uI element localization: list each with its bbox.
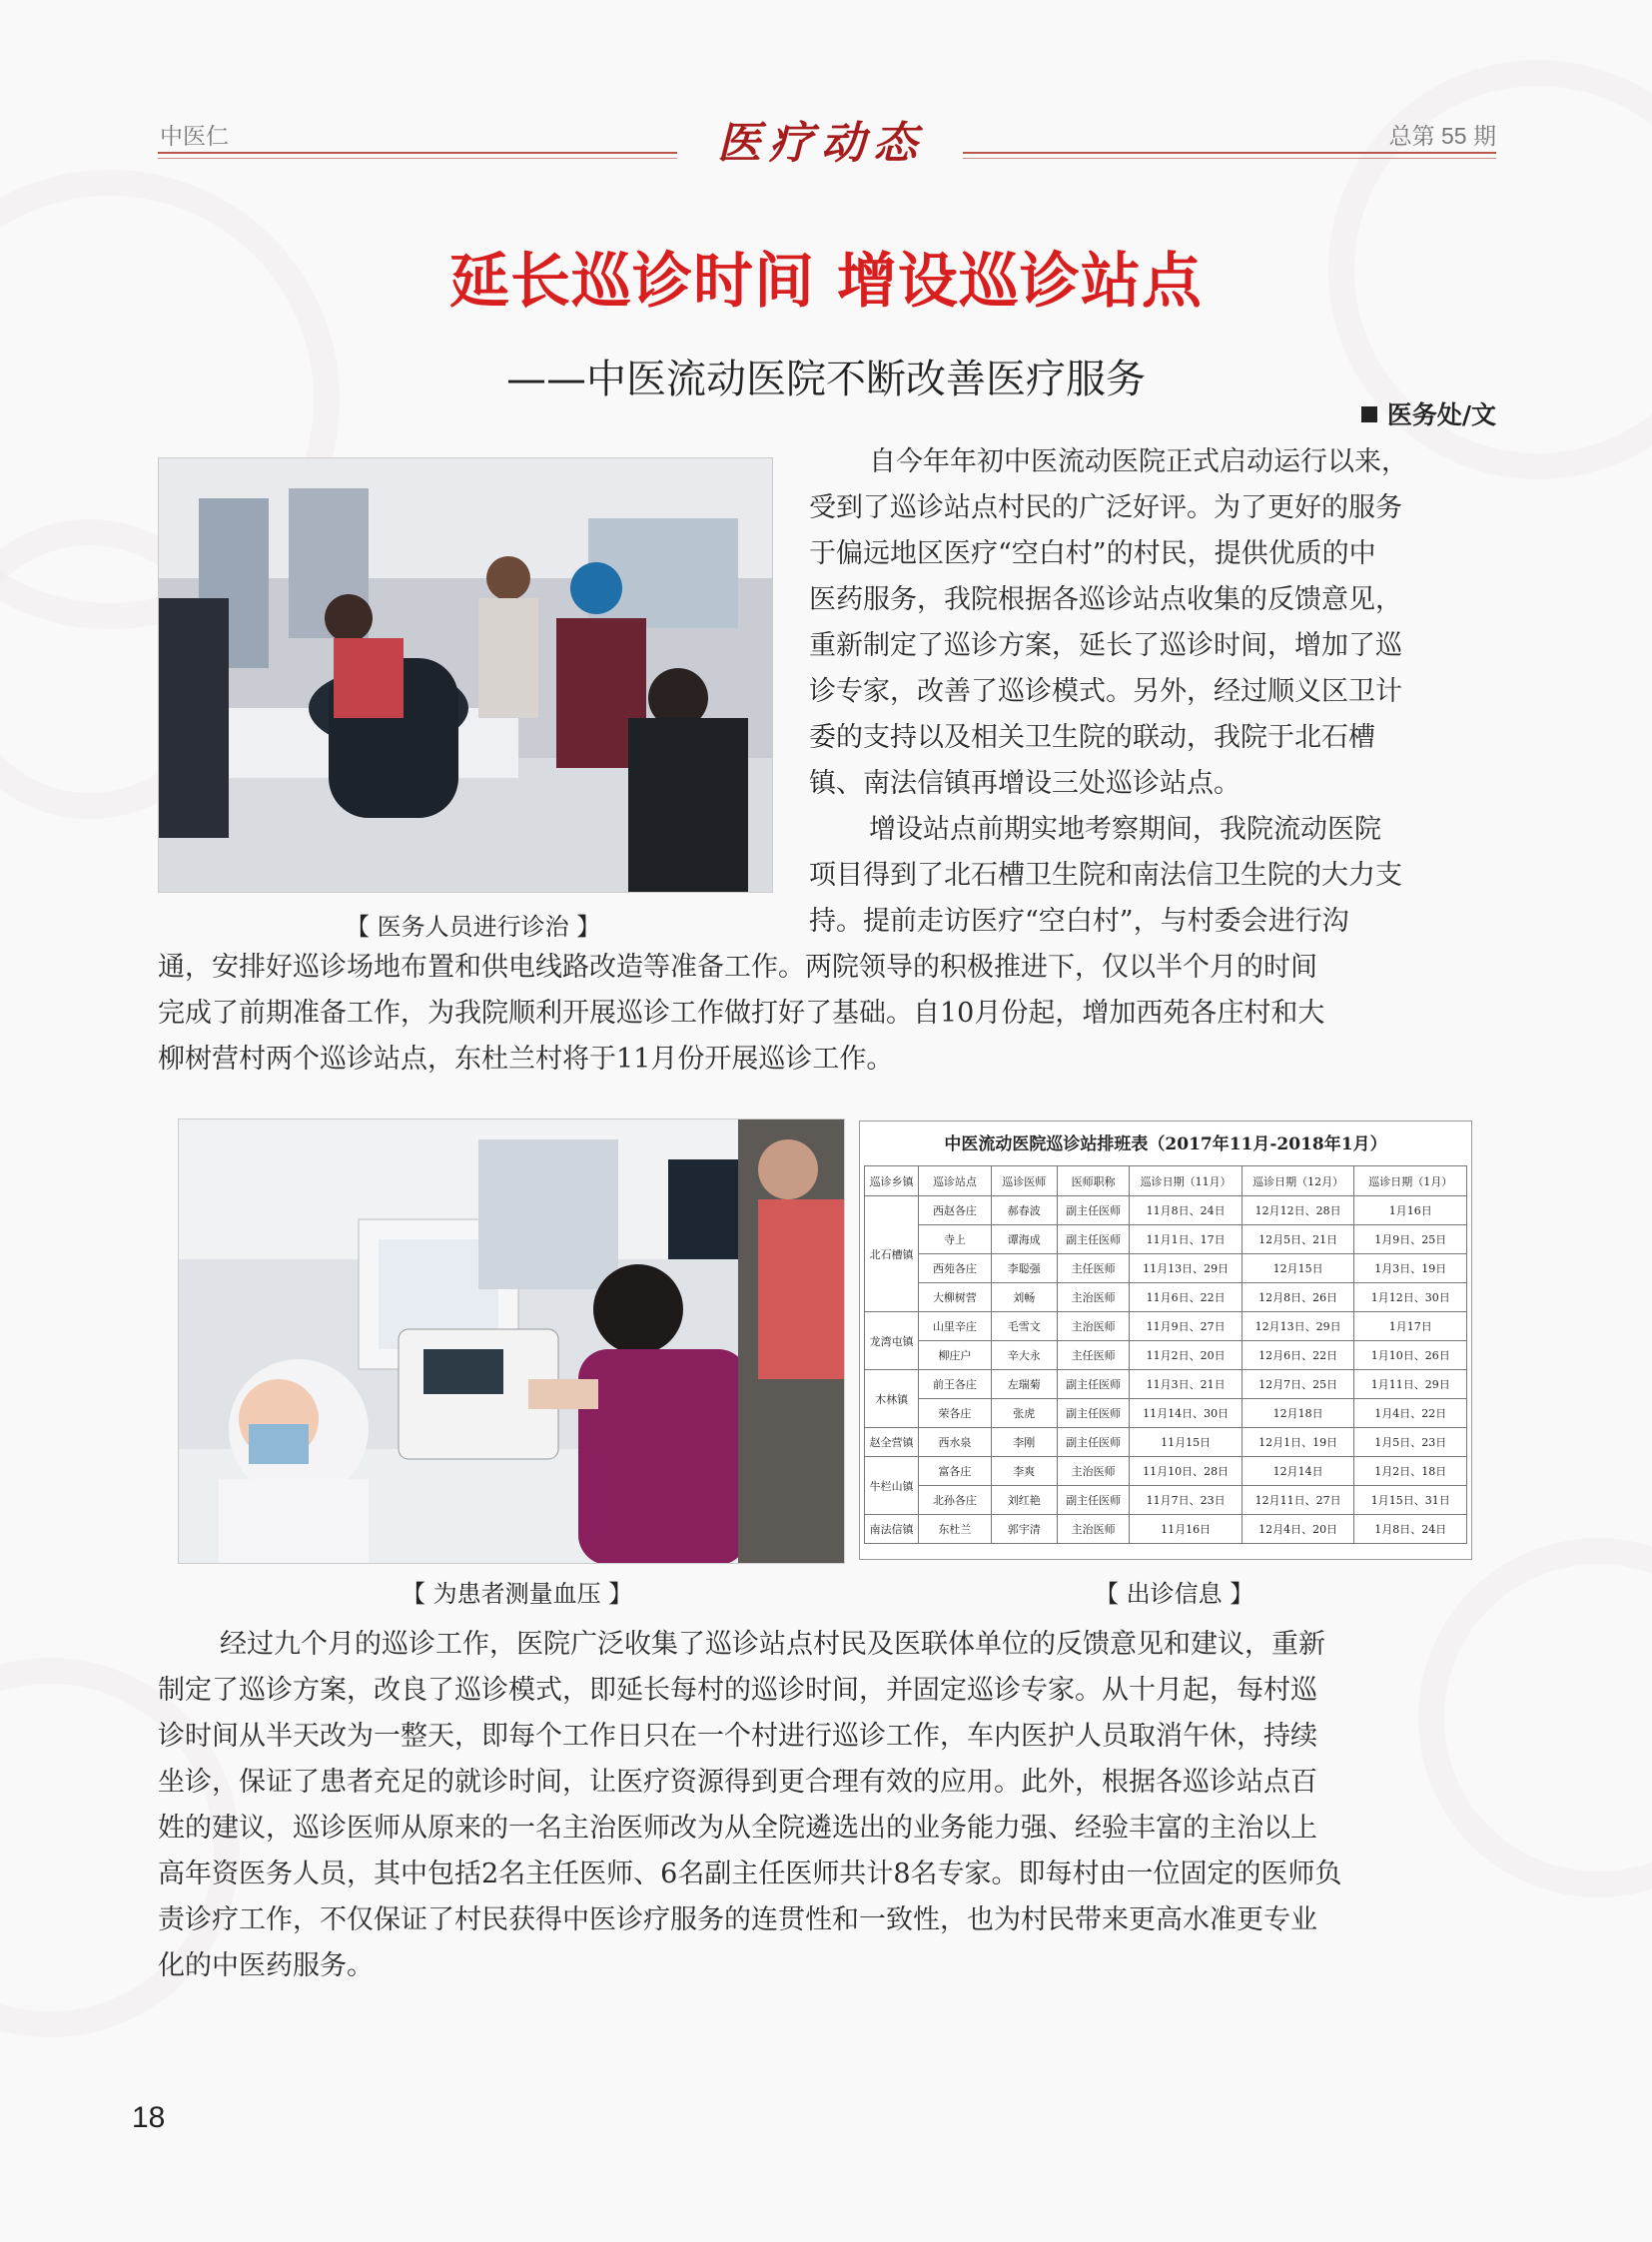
table-cell: 12月6日、22日 [1241, 1341, 1354, 1370]
header-rule-left [158, 152, 677, 154]
paragraph-2-continued [158, 945, 1492, 1083]
table-caption: 【 出诊信息 】 [1095, 1580, 1254, 1608]
table-cell: 11月16日 [1130, 1515, 1242, 1544]
table-cell: 李聪强 [991, 1254, 1057, 1283]
table-cell: 1月5日、23日 [1354, 1428, 1467, 1457]
table-row [865, 1283, 1467, 1312]
table-row [865, 1312, 1467, 1341]
article-subtitle: ——中医流动医院不断改善医疗服务 [506, 357, 1146, 402]
header-rule-right [963, 152, 1496, 154]
table-cell: 柳庄户 [919, 1341, 991, 1370]
table-row [865, 1341, 1467, 1370]
table-cell: 12月11日、27日 [1241, 1486, 1354, 1515]
table-cell: 1月12日、30日 [1354, 1283, 1467, 1312]
section-title: 医疗动态 [717, 118, 925, 169]
table-cell: 副主任医师 [1057, 1399, 1129, 1428]
table-cell: 1月4日、22日 [1354, 1399, 1467, 1428]
table-cell: 富各庄 [919, 1457, 991, 1486]
table-cell: 主治医师 [1057, 1283, 1129, 1312]
table-cell: 主治医师 [1057, 1457, 1129, 1486]
table-row [865, 1196, 1467, 1225]
table-cell: 1月2日、18日 [1354, 1457, 1467, 1486]
text-line: 于偏远地区医疗“空白村”的村民，提供优质的中 [809, 538, 1376, 569]
table-cell: 1月11日、29日 [1354, 1370, 1467, 1399]
header-rule-left-thin [158, 158, 677, 159]
table-cell: 东杜兰 [919, 1515, 991, 1544]
text-line: 自今年年初中医流动医院正式启动运行以来， [869, 446, 1408, 477]
table-cell: 12月18日 [1241, 1399, 1354, 1428]
schedule-header: 巡诊日期（1月） [1354, 1166, 1467, 1196]
table-cell: 1月8日、24日 [1354, 1515, 1467, 1544]
schedule-header: 巡诊日期（11月） [1130, 1166, 1242, 1196]
table-cell: 12月13日、29日 [1241, 1312, 1354, 1341]
text-line: 诊时间从半天改为一整天，即每个工作日只在一个村进行巡诊工作，车内医护人员取消午休，持续 [158, 1721, 1317, 1752]
magazine-name: 中医仁 [160, 123, 229, 149]
town-cell: 北石槽镇 [865, 1196, 919, 1312]
table-cell: 副主任医师 [1057, 1428, 1129, 1457]
town-cell: 龙湾屯镇 [865, 1312, 919, 1370]
table-cell: 12月1日、19日 [1241, 1428, 1354, 1457]
table-cell: 西赵各庄 [919, 1196, 991, 1225]
table-cell: 李刚 [991, 1428, 1057, 1457]
byline [1361, 395, 1496, 431]
table-cell: 北孙各庄 [919, 1486, 991, 1515]
text-line: 受到了巡诊站点村民的广泛好评。为了更好的服务 [809, 492, 1402, 523]
table-cell: 前王各庄 [919, 1370, 991, 1399]
table-cell: 主治医师 [1057, 1515, 1129, 1544]
table-cell: 12月4日、20日 [1241, 1515, 1354, 1544]
table-cell: 郝春波 [991, 1196, 1057, 1225]
table-cell: 11月9日、27日 [1130, 1312, 1242, 1341]
schedule-grid [864, 1165, 1467, 1544]
text-line: 委的支持以及相关卫生院的联动，我院于北石槽 [809, 722, 1375, 753]
table-row [865, 1486, 1467, 1515]
table-cell: 1月10日、26日 [1354, 1341, 1467, 1370]
text-line: 诊专家，改善了巡诊模式。另外，经过顺义区卫计 [809, 676, 1402, 707]
header-rule-right-thin [963, 158, 1496, 159]
town-cell: 牛栏山镇 [865, 1457, 919, 1515]
table-cell: 11月14日、30日 [1130, 1399, 1242, 1428]
table-row [865, 1254, 1467, 1283]
table-cell: 主任医师 [1057, 1254, 1129, 1283]
table-cell: 11月1日、17日 [1130, 1225, 1242, 1254]
table-cell: 副主任医师 [1057, 1225, 1129, 1254]
table-cell: 1月15日、31日 [1354, 1486, 1467, 1515]
table-cell: 副主任医师 [1057, 1196, 1129, 1225]
text-line: 医药服务，我院根据各巡诊站点收集的反馈意见， [809, 584, 1402, 615]
table-row [865, 1515, 1467, 1544]
table-cell: 副主任医师 [1057, 1486, 1129, 1515]
table-cell: 西水泉 [919, 1428, 991, 1457]
table-cell: 11月2日、20日 [1130, 1341, 1242, 1370]
schedule-table [859, 1121, 1472, 1560]
schedule-title: 中医流动医院巡诊站排班表（2017年11月-2018年1月） [944, 1134, 1387, 1154]
text-line: 通，安排好巡诊场地布置和供电线路改造等准备工作。两院领导的积极推进下，仅以半个月的时间 [158, 952, 1317, 983]
text-line: 项目得到了北石槽卫生院和南法信卫生院的大力支 [809, 860, 1402, 891]
table-cell: 1月16日 [1354, 1196, 1467, 1225]
table-cell: 1月3日、19日 [1354, 1254, 1467, 1283]
table-cell: 荣各庄 [919, 1399, 991, 1428]
text-line: 高年资医务人员，其中包括2名主任医师、6名副主任医师共计8名专家。即每村由一位固定的医师负 [158, 1859, 1342, 1889]
text-line: 持。提前走访医疗“空白村”，与村委会进行沟 [809, 906, 1349, 937]
town-cell: 南法信镇 [865, 1515, 919, 1544]
town-cell: 木林镇 [865, 1370, 919, 1428]
photo-medical-staff-diagnosis [158, 457, 773, 893]
schedule-header: 医师职称 [1057, 1166, 1129, 1196]
table-cell: 辛大永 [991, 1341, 1057, 1370]
table-row [865, 1225, 1467, 1254]
table-cell: 寺上 [919, 1225, 991, 1254]
table-cell: 刘畅 [991, 1283, 1057, 1312]
table-row [865, 1428, 1467, 1457]
table-cell: 副主任医师 [1057, 1370, 1129, 1399]
text-line: 重新制定了巡诊方案，延长了巡诊时间，增加了巡 [809, 630, 1402, 661]
schedule-header: 巡诊乡镇 [865, 1166, 919, 1196]
table-cell: 12月5日、21日 [1241, 1225, 1354, 1254]
table-row [865, 1399, 1467, 1428]
table-cell: 11月15日 [1130, 1428, 1242, 1457]
photo2-caption: 【 为患者测量血压 】 [402, 1580, 633, 1608]
byline-text: 医务处/文 [1386, 400, 1496, 429]
table-cell: 谭海成 [991, 1225, 1057, 1254]
table-cell: 11月10日、28日 [1130, 1457, 1242, 1486]
table-cell: 11月6日、22日 [1130, 1283, 1242, 1312]
table-cell: 主任医师 [1057, 1341, 1129, 1370]
text-line: 经过九个月的巡诊工作，医院广泛收集了巡诊站点村民及医联体单位的反馈意见和建议，重新 [220, 1629, 1325, 1660]
table-cell: 11月8日、24日 [1130, 1196, 1242, 1225]
table-cell: 12月12日、28日 [1241, 1196, 1354, 1225]
article-title: 延长巡诊时间 增设巡诊站点 [449, 247, 1203, 317]
text-line: 姓的建议，巡诊医师从原来的一名主治医师改为从全院遴选出的业务能力强、经验丰富的主治以上 [158, 1813, 1317, 1844]
byline-square-icon [1361, 406, 1377, 422]
table-cell: 1月9日、25日 [1354, 1225, 1467, 1254]
text-line: 镇、南法信镇再增设三处巡诊站点。 [809, 768, 1240, 799]
table-cell: 12月15日 [1241, 1254, 1354, 1283]
text-line: 制定了巡诊方案，改良了巡诊模式，即延长每村的巡诊时间，并固定巡诊专家。从十月起，每村巡 [158, 1675, 1317, 1706]
paragraph-3 [158, 1622, 1492, 1989]
table-cell: 12月14日 [1241, 1457, 1354, 1486]
table-cell: 12月8日、26日 [1241, 1283, 1354, 1312]
text-line: 增设站点前期实地考察期间，我院流动医院 [869, 814, 1381, 845]
town-cell: 赵全营镇 [865, 1428, 919, 1457]
table-cell: 李爽 [991, 1457, 1057, 1486]
table-row [865, 1457, 1467, 1486]
schedule-header: 巡诊医师 [991, 1166, 1057, 1196]
page-number: 18 [132, 2101, 166, 2134]
table-cell: 11月3日、21日 [1130, 1370, 1242, 1399]
text-line: 责诊疗工作，不仅保证了村民获得中医诊疗服务的连贯性和一致性，也为村民带来更高水准更专业 [158, 1904, 1317, 1935]
table-cell: 11月7日、23日 [1130, 1486, 1242, 1515]
table-cell: 11月13日、29日 [1130, 1254, 1242, 1283]
text-line: 柳树营村两个巡诊站点，东杜兰村将于11月份开展巡诊工作。 [158, 1044, 894, 1075]
paragraph-1 [809, 439, 1492, 945]
text-line: 完成了前期准备工作，为我院顺利开展巡诊工作做打好了基础。自10月份起，增加西苑各庄村和大 [158, 998, 1325, 1029]
table-cell: 郭宇清 [991, 1515, 1057, 1544]
table-cell: 西苑各庄 [919, 1254, 991, 1283]
schedule-header: 巡诊日期（12月） [1241, 1166, 1354, 1196]
table-cell: 张虎 [991, 1399, 1057, 1428]
table-cell: 左瑞菊 [991, 1370, 1057, 1399]
schedule-header: 巡诊站点 [919, 1166, 991, 1196]
table-cell: 1月17日 [1354, 1312, 1467, 1341]
table-cell: 毛雪文 [991, 1312, 1057, 1341]
text-line: 坐诊，保证了患者充足的就诊时间，让医疗资源得到更合理有效的应用。此外，根据各巡诊站点百 [158, 1767, 1317, 1798]
table-cell: 大柳树营 [919, 1283, 991, 1312]
issue-number: 总第 55 期 [1388, 123, 1496, 149]
table-cell: 主治医师 [1057, 1312, 1129, 1341]
table-cell: 刘红艳 [991, 1486, 1057, 1515]
table-row [865, 1370, 1467, 1399]
photo1-caption: 【 医务人员进行诊治 】 [346, 913, 601, 941]
photo-blood-pressure [178, 1119, 845, 1564]
table-cell: 12月7日、25日 [1241, 1370, 1354, 1399]
text-line: 化的中医药服务。 [158, 1950, 374, 1981]
table-cell: 山里辛庄 [919, 1312, 991, 1341]
